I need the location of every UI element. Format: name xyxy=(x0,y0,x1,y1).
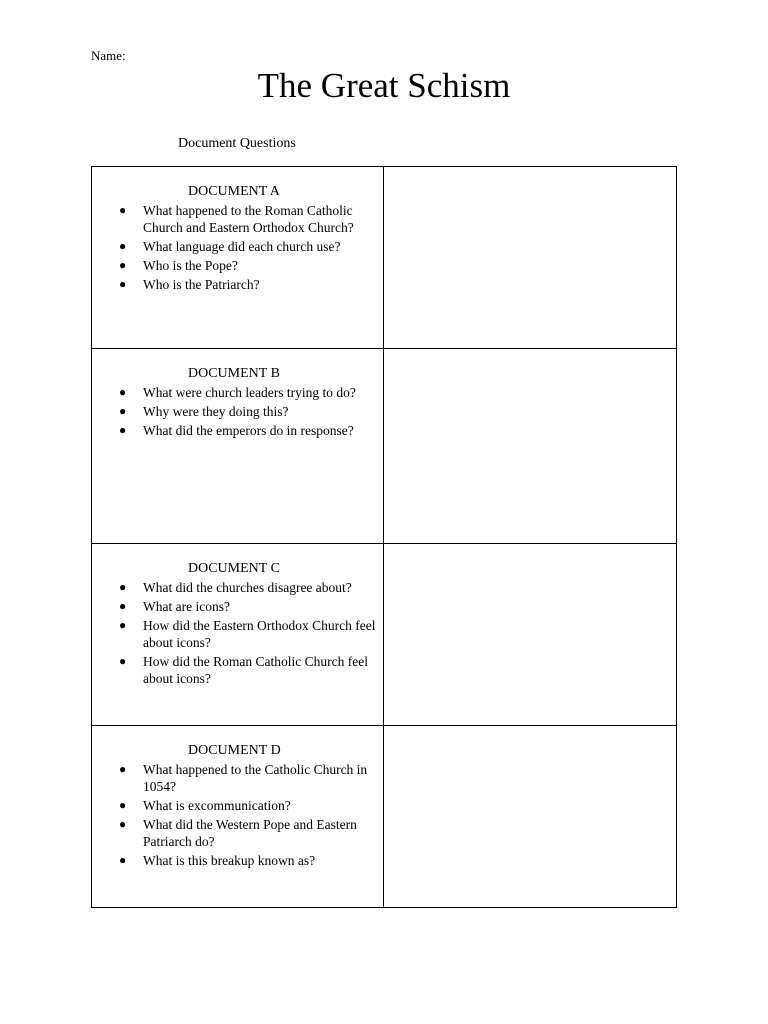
question-list-b xyxy=(92,384,383,439)
document-heading-b: DOCUMENT B xyxy=(188,366,280,381)
bullet-icon: ● xyxy=(119,423,127,437)
document-heading-c: DOCUMENT C xyxy=(188,561,280,576)
document-row-a xyxy=(92,167,677,349)
bullet-icon: ● xyxy=(119,404,127,418)
question-item: ● Why were they doing this? xyxy=(119,404,289,419)
questions-cell-a xyxy=(92,167,384,349)
questions-cell-b xyxy=(92,349,384,544)
answer-cell-b[interactable] xyxy=(384,349,677,544)
questions-cell-d xyxy=(92,726,384,908)
bullet-icon: ● xyxy=(119,203,127,217)
question-item: ● What is this breakup known as? xyxy=(119,853,316,868)
question-item: ● What are icons? xyxy=(119,599,230,614)
question-list-d xyxy=(92,761,383,869)
document-row-c xyxy=(92,544,677,726)
bullet-icon: ● xyxy=(119,580,127,594)
bullet-icon: ● xyxy=(119,654,127,668)
question-item: ● What were church leaders trying to do? xyxy=(119,385,356,400)
document-heading-a: DOCUMENT A xyxy=(188,184,280,199)
bullet-icon: ● xyxy=(119,817,127,831)
bullet-icon: ● xyxy=(119,239,127,253)
subtitle: Document Questions xyxy=(178,136,296,151)
question-item: ● What happened to the Roman Catholic Church and Eastern Orthodox Church? xyxy=(119,203,354,235)
bullet-icon: ● xyxy=(119,277,127,291)
question-item: ● What happened to the Catholic Church in 1054? xyxy=(119,762,368,794)
question-list-a xyxy=(92,202,383,293)
bullet-icon: ● xyxy=(119,599,127,613)
document-row-d xyxy=(92,726,677,908)
answer-cell-d[interactable] xyxy=(384,726,677,908)
answer-cell-c[interactable] xyxy=(384,544,677,726)
question-item: ● What did the emperors do in response? xyxy=(119,423,354,438)
bullet-icon: ● xyxy=(119,618,127,632)
question-item: ● What did the churches disagree about? xyxy=(119,580,352,595)
document-row-b xyxy=(92,349,677,544)
bullet-icon: ● xyxy=(119,762,127,776)
question-item: ● How did the Eastern Orthodox Church feel about icons? xyxy=(119,618,376,650)
question-item: ● How did the Roman Catholic Church feel about icons? xyxy=(119,654,368,686)
question-list-c xyxy=(92,579,383,687)
answer-cell-a[interactable] xyxy=(384,167,677,349)
question-item: ● What language did each church use? xyxy=(119,239,341,254)
page-title: The Great Schism xyxy=(257,66,511,105)
question-item: ● Who is the Pope? xyxy=(119,258,238,273)
document-heading-d: DOCUMENT D xyxy=(188,743,281,758)
name-label: Name: xyxy=(91,48,126,63)
question-item: ● What did the Western Pope and Eastern Patriarch do? xyxy=(119,817,357,849)
bullet-icon: ● xyxy=(119,853,127,867)
bullet-icon: ● xyxy=(119,798,127,812)
question-item: ● Who is the Patriarch? xyxy=(119,277,260,292)
questions-cell-c xyxy=(92,544,384,726)
bullet-icon: ● xyxy=(119,385,127,399)
question-item: ● What is excommunication? xyxy=(119,798,291,813)
bullet-icon: ● xyxy=(119,258,127,272)
document-questions-table xyxy=(91,166,677,908)
